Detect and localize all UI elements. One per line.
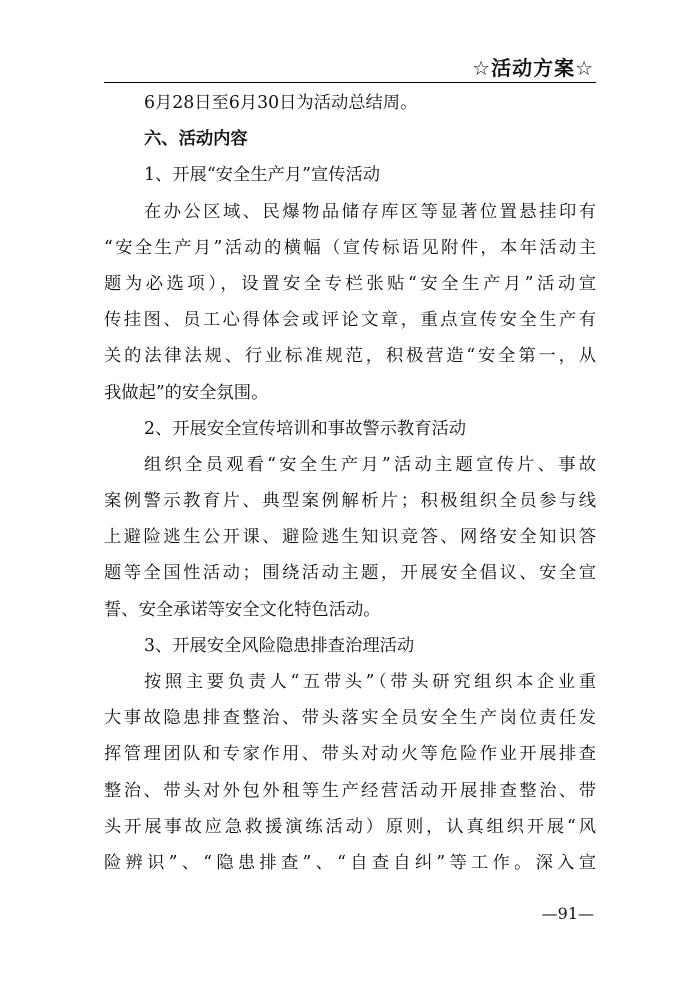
document-body — [104, 85, 596, 881]
header-rule — [104, 82, 596, 83]
subsection-heading: 3、开展安全风险隐患排查治理活动 — [144, 635, 415, 656]
text-line: 案例警示教育片、典型案例解析片；积极组织全员参与线 — [104, 491, 596, 512]
text-line: 我做起”的安全氛围。 — [104, 382, 269, 403]
text-line: 险辨识”、“隐患排查”、“自查自纠”等工作。深入宣 — [104, 852, 596, 873]
subsection-heading: 1、开展“安全生产月”宣传活动 — [144, 165, 381, 186]
text-line: 按照主要负责人“五带头”（带头研究组织本企业重 — [144, 672, 596, 692]
text-line: 题为必选项），设置安全专栏张贴“安全生产月”活动宣 — [104, 273, 596, 294]
text-line: 题等全国性活动；围绕活动主题，开展安全倡议、安全宣 — [104, 563, 596, 584]
text-line: “安全生产月”活动的横幅（宣传标语见附件，本年活动主 — [104, 237, 596, 258]
subsection-heading: 2、开展安全宣传培训和事故警示教育活动 — [144, 418, 467, 439]
text-line: 挥管理团队和专家作用、带头对动火等危险作业开展排查 — [104, 744, 596, 765]
header-title: ☆活动方案☆ — [472, 56, 594, 80]
text-line: 头开展事故应急救援演练活动）原则，认真组织开展“风 — [104, 816, 596, 837]
text-line: 在办公区域、民爆物品储存库区等显著位置悬挂印有 — [144, 201, 596, 222]
text-line: 整治、带头对外包外租等生产经营活动开展排查整治、带 — [104, 780, 596, 801]
text-line: 上避险逃生公开课、避险逃生知识竞答、网络安全知识答 — [104, 527, 596, 548]
text-line: 6月28日至6月30日为活动总结周。 — [144, 93, 418, 113]
text-line: 关的法律法规、行业标准规范，积极营造“安全第一，从 — [104, 346, 596, 367]
section-heading: 六、活动内容 — [144, 129, 248, 150]
text-line: 组织全员观看“安全生产月”活动主题宣传片、事故 — [144, 454, 596, 475]
text-line: 大事故隐患排查整治、带头落实全员安全生产岗位责任发 — [104, 708, 596, 729]
text-line: 传挂图、员工心得体会或评论文章，重点宣传安全生产有 — [104, 310, 596, 331]
text-line: 誓、安全承诺等安全文化特色活动。 — [104, 599, 381, 620]
page-number: —91— — [541, 904, 594, 923]
